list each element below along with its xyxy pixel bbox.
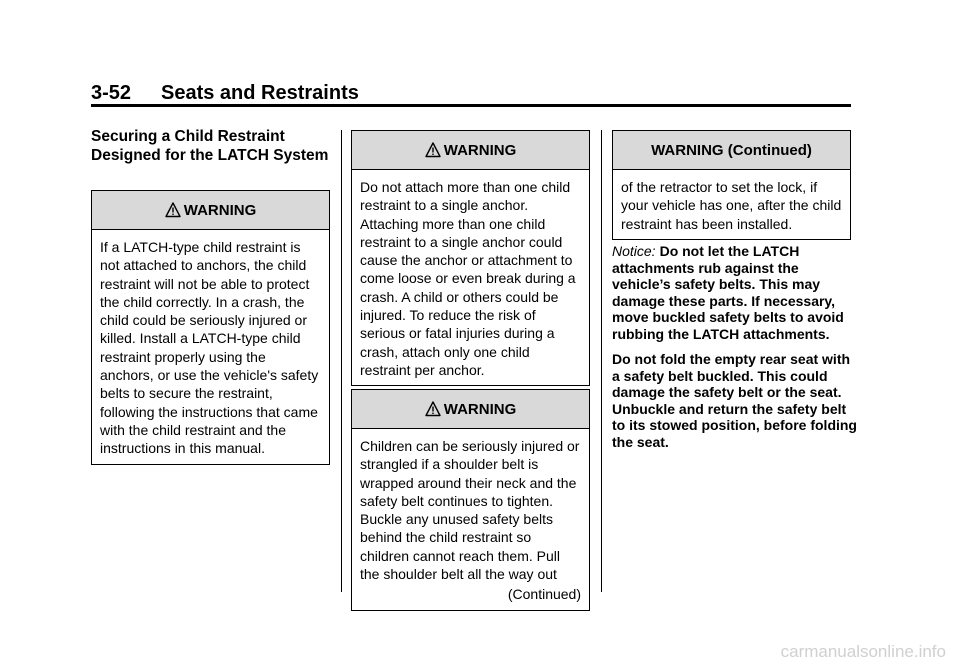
notice-paragraph	[612, 243, 857, 342]
warning-header	[352, 390, 589, 429]
warning-label: WARNING	[443, 400, 517, 418]
page-number: 3-52	[91, 82, 132, 104]
warning-box-latch-attachment	[91, 190, 330, 465]
warning-icon	[425, 401, 441, 417]
warning-header	[92, 191, 329, 230]
warning-body	[352, 429, 589, 610]
continued-label: (Continued)	[507, 586, 581, 603]
page-heading: Seats and Restraints	[161, 82, 359, 104]
warning-box-continued	[612, 130, 851, 240]
warning-header	[613, 131, 850, 170]
warning-icon	[165, 202, 181, 218]
warning-label: WARNING (Continued)	[651, 141, 812, 159]
watermark: carmanualsonline.info	[780, 642, 946, 661]
warning-icon	[425, 142, 441, 158]
warning-text: Do not attach more than one child restraint to a single anchor. Attaching more than one child restraint to a single anchor could cause the anchor or attachment to come loose or even break during a crash. A child or others could be injured. To reduce the risk of serious or fatal injuries during a crash, attach only one child restraint per anchor.	[360, 179, 576, 378]
warning-text: If a LATCH-type child restraint is not attached to anchors, the child restraint will not be able to protect the child correctly. In a crash, the child could be seriously injured or killed. Install a LATCH-type child restraint properly using the anchors, or use the vehicle's safety belts to secure the restraint, following the instructions that came with the child restraint and the instructions in this manual.	[100, 239, 319, 457]
section-title: Securing a Child Restraint Designed for the LATCH System	[91, 128, 329, 164]
notice-text: Do not let the LATCH attachments rub against the vehicle’s safety belts. This may damage these parts. If necessary, move buckled safety belts to avoid rubbing the LATCH attachments.	[612, 243, 844, 342]
warning-text: of the retractor to set the lock, if your vehicle has one, after the child restraint has been installed.	[621, 179, 842, 232]
column-divider-right	[601, 130, 602, 592]
header-rule	[91, 104, 851, 107]
warning-header	[352, 131, 589, 170]
notice-paragraph-2: Do not fold the empty rear seat with a safety belt buckled. This could damage the safety belt or the seat. Unbuckle and return the safety belt to its stowed position, before folding the seat.	[612, 351, 857, 450]
notice-block	[612, 243, 857, 459]
warning-label: WARNING	[183, 201, 257, 219]
warning-label: WARNING	[443, 141, 517, 159]
notice-label: Notice:	[612, 243, 656, 259]
warning-box-single-anchor	[351, 130, 590, 386]
warning-box-shoulder-belt	[351, 389, 590, 611]
warning-text: Children can be seriously injured or strangled if a shoulder belt is wrapped around their neck and the safety belt continues to tighten. Buckle any unused safety belts behind the child restraint so children cannot reach them. Pull the shoulder belt all the way out	[360, 438, 580, 583]
column-divider-left	[341, 130, 342, 592]
